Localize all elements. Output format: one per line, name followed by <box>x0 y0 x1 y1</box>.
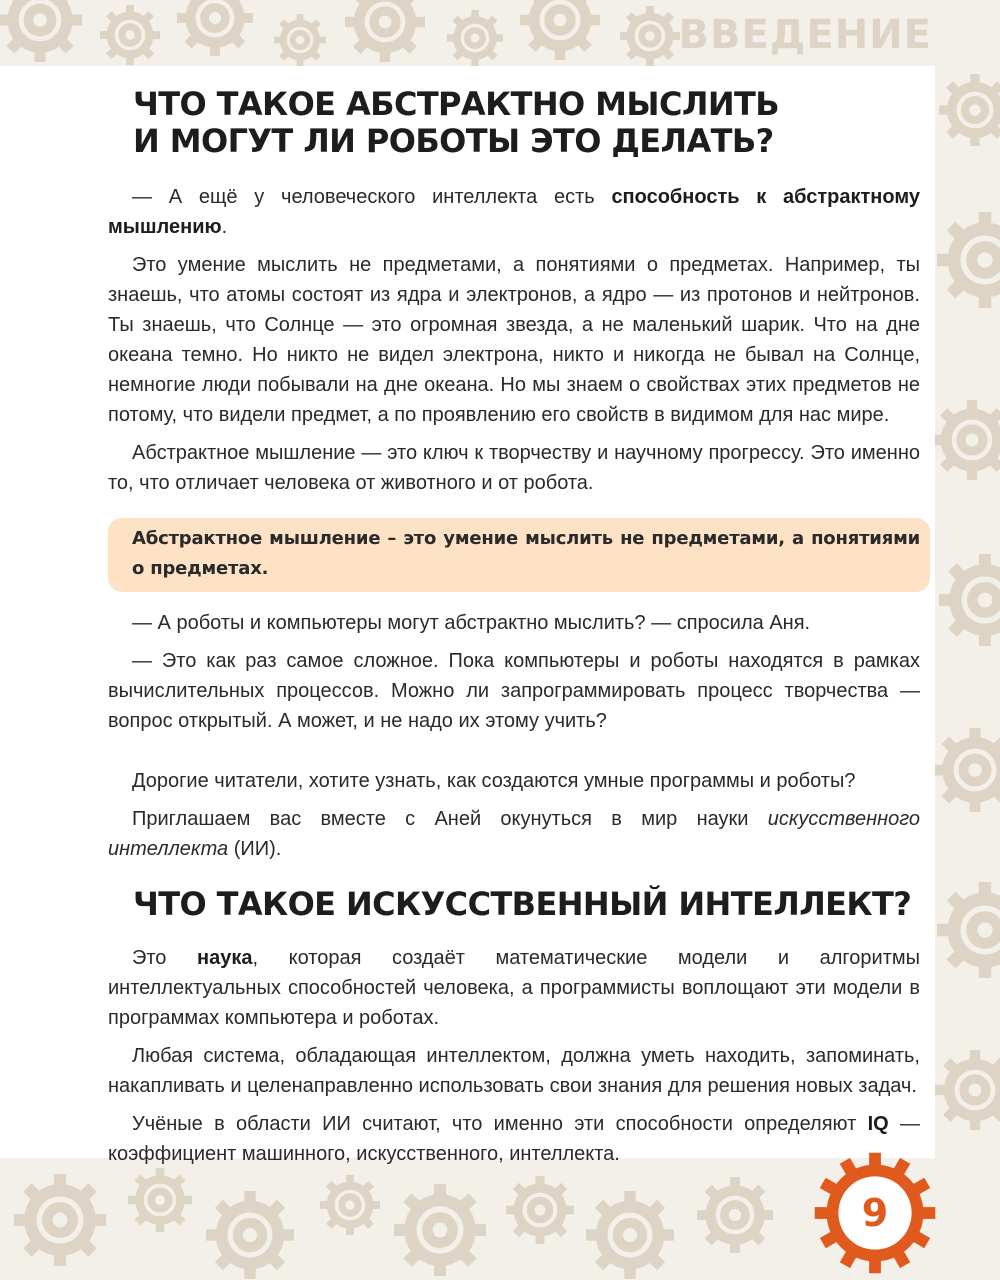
paragraph-key: Абстрактное мышление — это ключ к творчеству и научному прогрессу. Это именно то, что отличает человека от животного и от робота. <box>108 442 920 494</box>
paragraph-ai-definition <box>108 943 920 1033</box>
paragraph-explanation: Это умение мыслить не предметами, а понятиями о предметах. Например, ты знаешь, что атомы состоят из ядра и электронов, а ядро — из протонов и нейтронов. Ты знаешь, что Солнце — это огромная звезда, а не маленький шарик. Что на дне океана темно. Но никто не видел электрона, никто и никогда не бывал на Солнце, немногие люди побывали на дне океана. Но мы знаем о свойствах этих предметов не потому, что видели предмет, а по проявлению его свойств в видимом для нас мире. <box>108 254 920 426</box>
page-body <box>0 66 935 1165</box>
gear-icon <box>697 1177 773 1253</box>
italic-term: искусственного интеллекта <box>108 808 920 860</box>
text: . <box>221 216 228 238</box>
gear-icon <box>939 554 1000 646</box>
gear-icon <box>937 882 1000 978</box>
gear-icon <box>506 1176 574 1244</box>
gear-icon <box>932 400 1000 480</box>
bold-term: наука <box>197 947 253 969</box>
gear-icon <box>320 1175 380 1235</box>
text: Учёные в области ИИ считают, что именно эти способности определяют <box>132 1113 868 1135</box>
title-line-1: ЧТО ТАКОЕ АБСТРАКТНО МЫСЛИТЬ <box>133 85 780 123</box>
bold-term: способность к абстрактному мышлению <box>108 186 920 238</box>
text: Это <box>132 947 198 969</box>
gear-icon <box>177 0 253 56</box>
gear-icon <box>520 0 600 60</box>
text: — коэффициент машинного, искусственного, интеллекта. <box>108 1113 920 1165</box>
text: (ИИ). <box>228 838 282 860</box>
gear-icon <box>937 212 1000 308</box>
gear-icon <box>206 1191 294 1279</box>
paragraph-invite-ai <box>108 804 920 864</box>
title-line-2: И МОГУТ ЛИ РОБОТЫ ЭТО ДЕЛАТЬ? <box>133 122 774 160</box>
gear-icon <box>935 1050 1000 1130</box>
paragraph-intro <box>108 182 920 242</box>
gear-icon <box>345 0 425 62</box>
text: Приглашаем вас вместе с Аней окунуться в мир науки <box>132 808 768 830</box>
gear-icon <box>447 10 503 66</box>
gear-icon <box>933 728 1000 812</box>
definition-box: Абстрактное мышление – это умение мыслить не предметами, а понятиями о предметах. <box>108 518 930 592</box>
gear-icon <box>128 1168 192 1232</box>
paragraph-answer: — Это как раз самое сложное. Пока компьютеры и роботы находятся в рамках вычислительных процессов. Можно ли запрограммировать процесс творчества — вопрос открытый. А может, и не надо их этому учить? <box>108 650 920 732</box>
bold-term: IQ <box>867 1113 889 1135</box>
paragraph-iq <box>108 1109 920 1169</box>
paragraph-system: Любая система, обладающая интеллектом, должна уметь находить, запоминать, накапливать и целенаправленно использовать свои знания для решения новых задач. <box>108 1045 920 1097</box>
text: — А ещё у человеческого интеллекта есть <box>132 186 612 208</box>
section-title-ai: ЧТО ТАКОЕ ИСКУССТВЕННЫЙ ИНТЕЛЛЕКТ? <box>133 885 912 923</box>
gear-icon <box>939 74 1000 146</box>
gear-icon <box>274 14 326 66</box>
section-title-abstract-thinking <box>133 86 920 160</box>
gear-icon <box>14 1174 106 1266</box>
gear-icon <box>394 1184 486 1276</box>
paragraph-invitation: Дорогие читатели, хотите узнать, как создаются умные программы и роботы? <box>132 770 856 792</box>
page-number: 9 <box>861 1191 889 1235</box>
section-label: ВВЕДЕНИЕ <box>678 12 932 58</box>
paragraph-question: — А роботы и компьютеры могут абстрактно мыслить? — спросила Аня. <box>132 612 811 634</box>
gear-icon <box>620 6 680 66</box>
text: , которая создаёт математические модели и алгоритмы интеллектуальных способностей человека, а программисты воплощают эти модели в программах компьютера и роботах. <box>108 947 920 1029</box>
gear-icon <box>586 1191 674 1279</box>
content <box>108 86 920 1177</box>
gear-icon <box>0 0 82 62</box>
gear-icon <box>100 5 160 65</box>
